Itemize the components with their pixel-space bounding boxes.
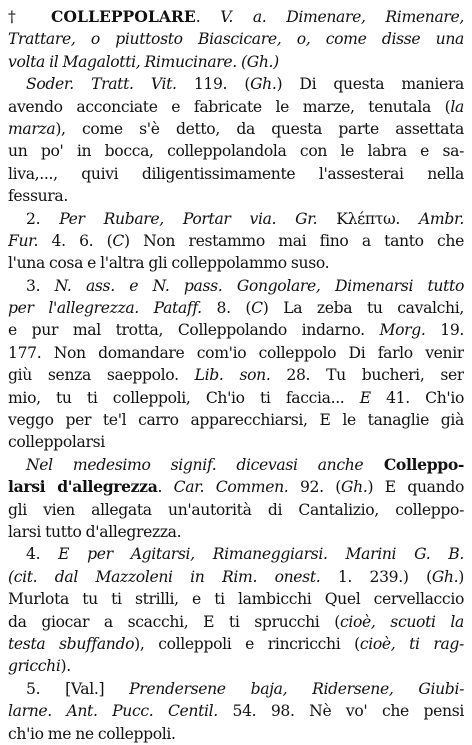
text-run: 4. 6. (	[38, 231, 113, 250]
text-run: 3.	[26, 276, 55, 295]
italic-run: Morg.	[379, 321, 426, 340]
sense-5-line	[8, 678, 464, 700]
text-run: ), come s'è detto, da questa parte assettata	[55, 119, 464, 138]
italic-run: Soder. Tratt. Vit.	[26, 75, 177, 94]
text-run: veggo per te'l carro apparecchiarsi, E le tanaglie già	[8, 411, 464, 430]
entry-line	[8, 297, 464, 319]
text-run: 8. (	[201, 299, 252, 318]
text-run: 92. (	[288, 478, 342, 497]
entry-line	[8, 51, 464, 73]
entry-line	[8, 118, 464, 140]
entry-line	[8, 431, 464, 453]
citation-line	[8, 73, 464, 95]
text-run: mio, tu ti colleppoli, Ch'io ti faccia...	[8, 388, 360, 407]
text-run: Κλέπτω.	[317, 209, 419, 228]
text-run: 28. Tu bucheri, ser	[270, 366, 464, 385]
sense-4-line	[8, 543, 464, 565]
italic-run: testa sbuffando	[8, 634, 135, 653]
text-run: 54. 98. Nè vo' che pensi	[217, 702, 464, 721]
italic-run: Ambr.	[419, 209, 464, 228]
entry-line	[8, 163, 464, 185]
italic-run: C	[251, 299, 263, 318]
text-run: un po' in bocca, colleppolandola con le labra e sa-	[8, 142, 464, 161]
text-run: 2.	[26, 209, 60, 228]
entry-line	[8, 655, 464, 677]
text-run: ).	[60, 657, 71, 676]
italic-run: N. ass. e N. pass. Gongolare, Dimenarsi tutto	[54, 276, 464, 295]
italic-run: V. a. Dimenare, Rimenare,	[220, 8, 464, 26]
text-run: 19.	[425, 321, 464, 340]
italic-run: Gh.	[250, 75, 277, 94]
text-run: da giocar a scacchi, E ti sprucchi (	[8, 612, 340, 631]
entry-line	[8, 476, 464, 498]
text-run: l'una cosa e l'altra gli colleppolammo suso.	[8, 254, 330, 273]
italic-run: C	[112, 231, 124, 250]
italic-run: E per Agitarsi, Rimaneggiarsi. Marini G. B.	[58, 545, 464, 564]
entry-line	[8, 96, 464, 118]
entry-line	[8, 364, 464, 386]
italic-run: Gh.	[431, 567, 459, 586]
text-run: ) Di questa maniera	[276, 75, 464, 94]
entry-line	[8, 588, 464, 610]
text-run: )	[458, 567, 464, 586]
entry-line	[8, 723, 464, 745]
text-run: larsi tutto d'allegrezza.	[8, 522, 182, 541]
text-run: giù senza saeppolo.	[8, 366, 195, 385]
italic-run: Lib. son.	[194, 366, 271, 385]
italic-run: Trattare, o piuttosto Biascicare, o, come disse una	[8, 30, 464, 49]
bold-run: Colleppo-	[363, 454, 464, 474]
subsense-line	[8, 454, 464, 476]
entry-line	[8, 611, 464, 633]
sense-3-line	[8, 275, 464, 297]
entry-line	[8, 252, 464, 274]
entry-line	[8, 409, 464, 431]
entry-line	[8, 700, 464, 722]
italic-run: gricchi	[8, 657, 61, 676]
italic-run: per l'allegrezza. Pataff.	[8, 299, 202, 318]
bold-run: larsi d'allegrezza	[8, 477, 158, 497]
italic-run: Fur.	[8, 231, 39, 250]
italic-run: cioè, scuoti la	[339, 612, 464, 631]
entry-line	[8, 185, 464, 207]
entry-line	[8, 28, 464, 50]
italic-run: (cit. dal Mazzoleni in Rim. onest.	[8, 567, 321, 586]
text-run: ch'io me ne colleppoli.	[8, 724, 176, 743]
entry-line	[8, 6, 464, 28]
text-run: 119. (	[176, 75, 251, 94]
italic-run: volta il Magalotti, Rimucinare. (Gh.)	[8, 52, 279, 71]
entry-line	[8, 633, 464, 655]
text-run: ) La zeba tu cavalchi,	[262, 299, 464, 318]
italic-run: la	[450, 97, 464, 116]
italic-run: Prendersene baja, Ridersene, Giubi-	[129, 679, 464, 698]
entry-line	[8, 566, 464, 588]
dagger-mark: †	[8, 8, 52, 26]
text-run: liva,..., quivi diligentissimamente l'assesterai nella	[8, 164, 464, 183]
text-run: avendo acconciate e fabricate le marze, tenutala (	[8, 97, 451, 116]
text-run: .	[157, 478, 174, 497]
text-run: e pur mal trotta, Colleppolando indarno.	[8, 321, 380, 340]
italic-run: larne. Ant. Pucc. Centil.	[8, 702, 218, 721]
entry-line	[8, 230, 464, 252]
italic-run: E	[359, 388, 371, 407]
text-run: Murlota tu ti strilli, e ti lambicchi Quel cervellaccio	[8, 590, 464, 609]
italic-run: cioè, ti rag-	[359, 634, 464, 653]
entry-line	[8, 387, 464, 409]
text-run: 41. Ch'io	[370, 388, 464, 407]
italic-run: marza	[8, 119, 56, 138]
headword: COLLEPPOLARE	[51, 7, 196, 26]
entry-line	[8, 342, 464, 364]
text-run: ) Non restammo mai fino a tanto che	[123, 231, 464, 250]
text-run: gli vien allegata un'autorità di Cantalizio, colleppo-	[8, 500, 464, 519]
text-run: 1. 239.) (	[320, 567, 432, 586]
text-run: colleppolarsi	[8, 433, 105, 452]
text-run: .	[195, 8, 221, 26]
text-run: ), colleppoli e rincricchi (	[134, 634, 360, 653]
entry-line	[8, 319, 464, 341]
text-run: 4.	[26, 545, 59, 564]
italic-run: Per Rubare, Portar via. Gr.	[59, 209, 318, 228]
entry-line	[8, 499, 464, 521]
sense-2-line	[8, 208, 464, 230]
italic-run: Gh.	[341, 478, 368, 497]
text-run: fessura.	[8, 187, 68, 206]
italic-run: Nel medesimo signif. dicevasi anche	[26, 455, 364, 474]
text-run: 177. Non domandare com'io colleppolo Di farlo venir	[8, 343, 464, 362]
entry-line	[8, 140, 464, 162]
text-run: ) E quando	[367, 478, 464, 497]
text-run: 5. [Val.]	[26, 679, 130, 698]
italic-run: Car. Commen.	[173, 478, 289, 497]
entry-line	[8, 521, 464, 543]
